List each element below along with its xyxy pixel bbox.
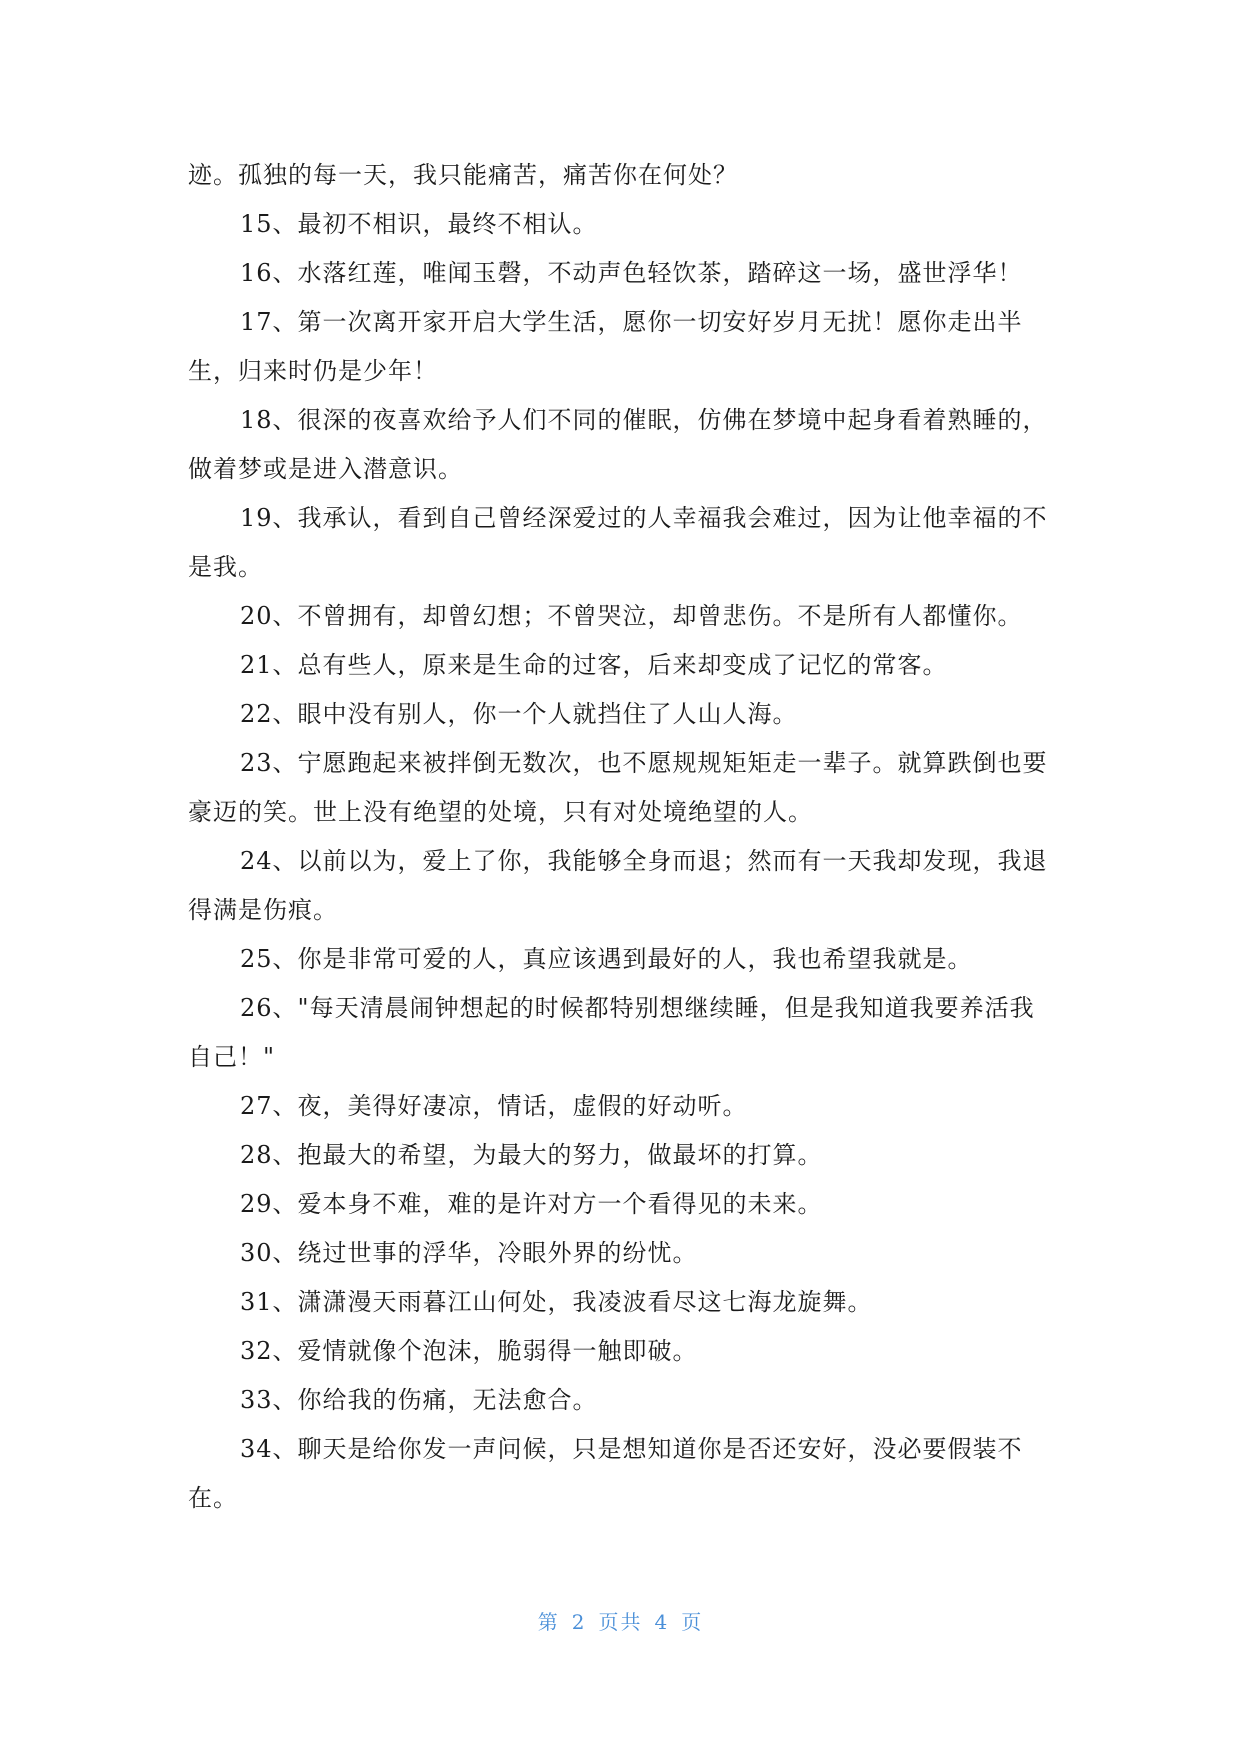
paragraph: 23、宁愿跑起来被拌倒无数次，也不愿规规矩矩走一辈子。就算跌倒也要豪迈的笑。世上没有绝望的处境，只有对处境绝望的人。 [188,749,1048,826]
paragraph: 30、绕过世事的浮华，冷眼外界的纷忧。 [240,1239,698,1267]
paragraph: 34、聊天是给你发一声问候，只是想知道你是否还安好，没必要假装不在。 [188,1435,1023,1512]
paragraph: 28、抱最大的希望，为最大的努力，做最坏的打算。 [240,1141,823,1169]
total-pages-number: 4 [654,1610,670,1634]
paragraph: 19、我承认，看到自己曾经深爱过的人幸福我会难过，因为让他幸福的不是我。 [188,504,1048,581]
page-label-prefix: 第 [537,1610,560,1634]
paragraph: 17、第一次离开家开启大学生活，愿你一切安好岁月无扰！愿你走出半生，归来时仍是少年！ [188,308,1023,385]
paragraph: 24、以前以为，爱上了你，我能够全身而退；然而有一天我却发现，我退得满是伤痕。 [188,847,1048,924]
paragraph: 27、夜，美得好凄凉，情话，虚假的好动听。 [240,1092,748,1120]
paragraph: 18、很深的夜喜欢给予人们不同的催眠，仿佛在梦境中起身看着熟睡的，做着梦或是进入潜意识。 [188,406,1048,483]
document-body [188,151,1054,1523]
paragraph: 迹。孤独的每一天，我只能痛苦，痛苦你在何处？ [188,161,738,189]
paragraph: 25、你是非常可爱的人，真应该遇到最好的人，我也希望我就是。 [240,945,973,973]
paragraph: 33、你给我的伤痛，无法愈合。 [240,1386,598,1414]
paragraph: 31、潇潇漫天雨暮江山何处，我凌波看尽这七海龙旋舞。 [240,1288,873,1316]
paragraph: 22、眼中没有别人，你一个人就挡住了人山人海。 [240,700,798,728]
paragraph: 32、爱情就像个泡沫，脆弱得一触即破。 [240,1337,698,1365]
paragraph: 26、"每天清晨闹钟想起的时候都特别想继续睡，但是我知道我要养活我自己！" [188,994,1035,1071]
current-page-number: 2 [571,1610,587,1634]
page-number-footer [0,1606,1241,1635]
paragraph: 20、不曾拥有，却曾幻想；不曾哭泣，却曾悲伤。不是所有人都懂你。 [240,602,1023,630]
paragraph: 29、爱本身不难，难的是许对方一个看得见的未来。 [240,1190,823,1218]
paragraph: 15、最初不相识，最终不相认。 [240,210,598,238]
paragraph: 21、总有些人，原来是生命的过客，后来却变成了记忆的常客。 [240,651,948,679]
page-label-suffix: 页 [681,1610,704,1634]
page-label-middle: 页共 [598,1610,643,1634]
paragraph: 16、水落红莲，唯闻玉磬，不动声色轻饮茶，踏碎这一场，盛世浮华！ [240,259,1023,287]
